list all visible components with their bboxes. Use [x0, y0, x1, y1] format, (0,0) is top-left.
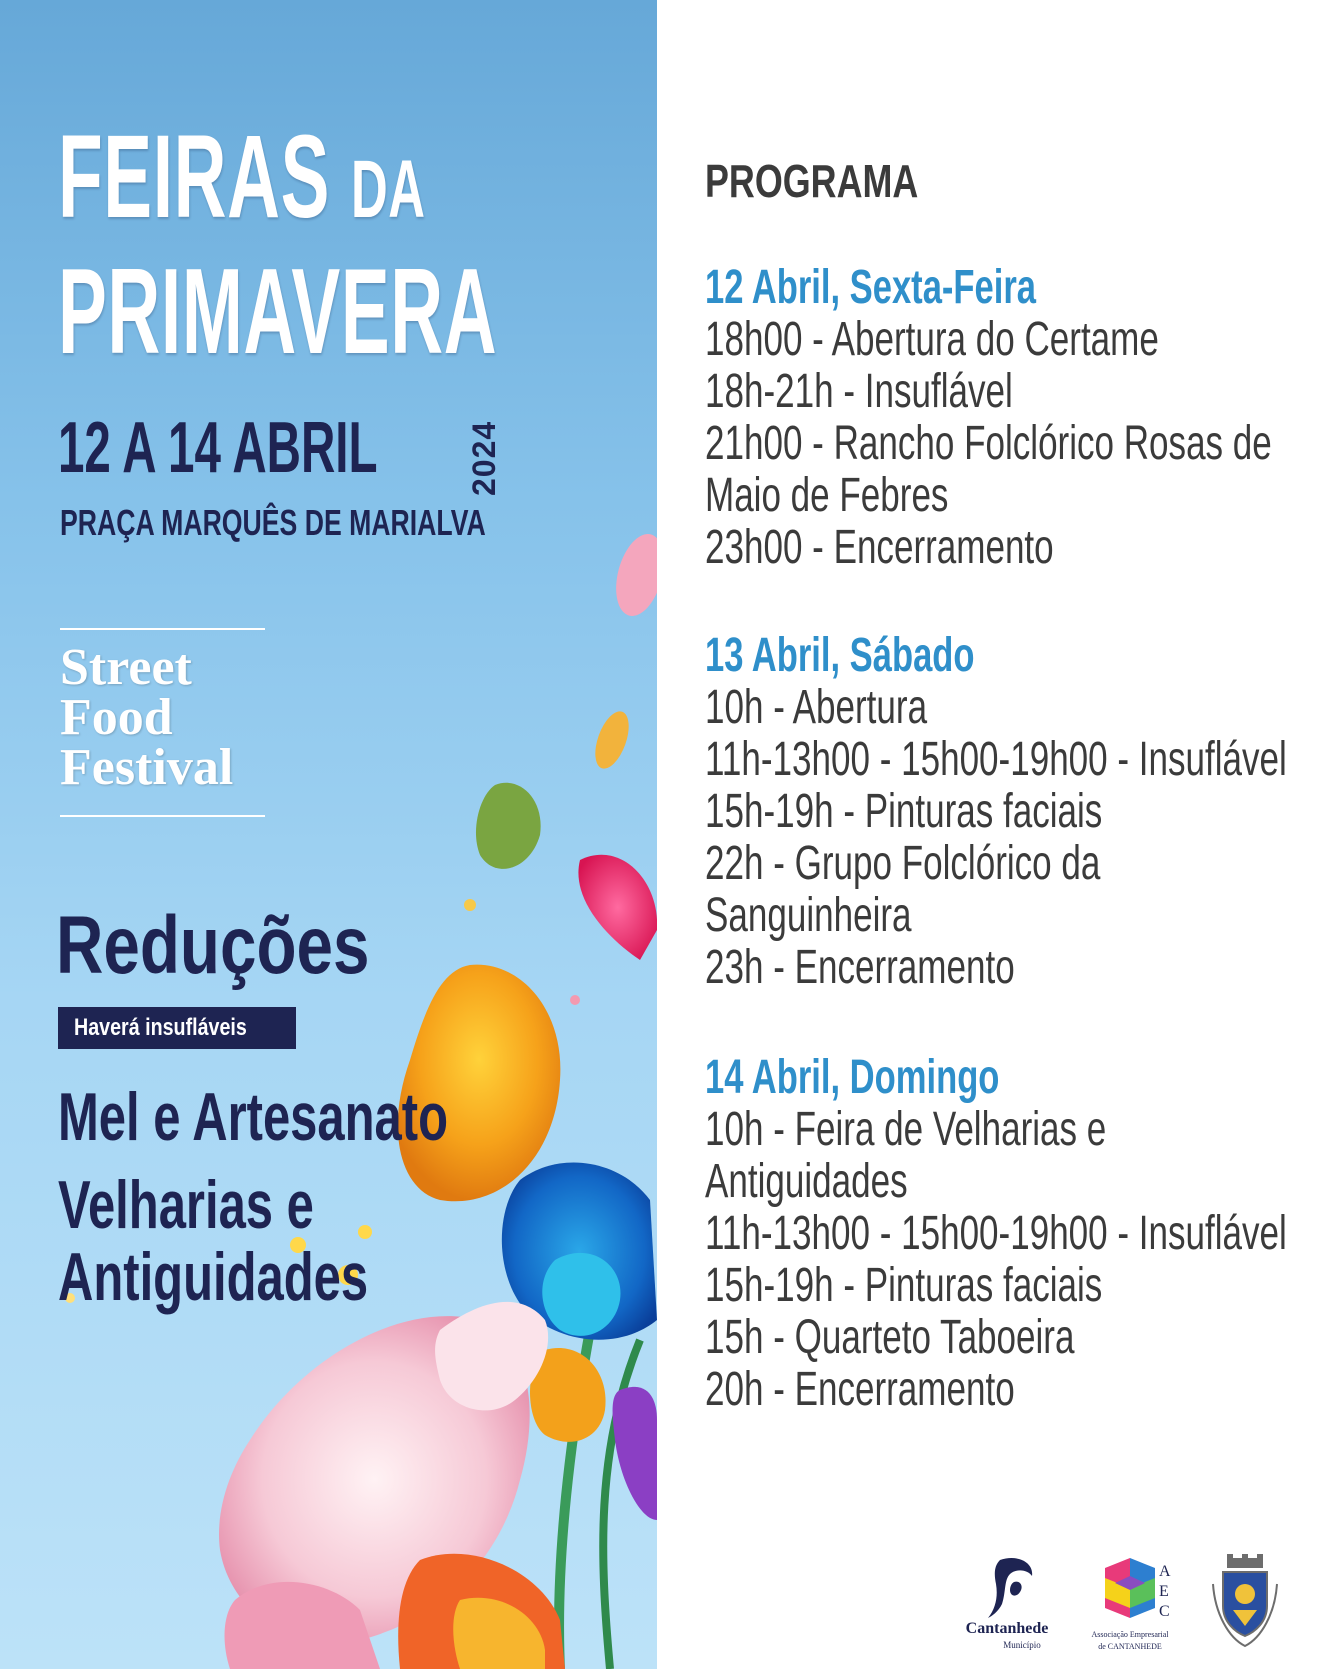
leaf: [476, 783, 541, 869]
sparkle: [570, 995, 580, 1005]
cantanhede-label: Cantanhede: [965, 1620, 1049, 1637]
event-dates: 12 A 14 ABRIL: [58, 408, 378, 488]
schedule-line: Sanguinheira: [705, 889, 912, 942]
petal: [608, 529, 657, 622]
cantanhede-sublabel: Município: [1003, 1640, 1041, 1650]
schedule-line: 18h-21h - Insuflável: [705, 365, 1013, 418]
day-heading: 14 Abril, Domingo: [705, 1051, 1000, 1104]
sff-line-2: Food: [60, 689, 173, 746]
cantanhede-logo: [962, 1552, 1052, 1662]
day-block-13: [705, 630, 1336, 994]
schedule-line: 18h00 - Abertura do Certame: [705, 313, 1159, 366]
poster-title-line-1: [58, 111, 426, 249]
petal: [578, 855, 657, 960]
schedule-line: 21h00 - Rancho Folclórico Rosas de: [705, 417, 1272, 470]
schedule-line: 10h - Feira de Velharias e: [705, 1103, 1107, 1156]
petal: [589, 707, 636, 773]
divider-bottom: [60, 815, 265, 817]
aec-logo: [1075, 1558, 1185, 1663]
schedule-line: 15h - Quarteto Taboeira: [705, 1311, 1075, 1364]
sff-line-3: Festival: [60, 739, 234, 796]
program-title: PROGRAMA: [705, 155, 919, 207]
day-heading: 12 Abril, Sexta-Feira: [705, 261, 1037, 314]
insuflaveis-badge: [58, 1007, 296, 1049]
schedule-line: Antiguidades: [705, 1155, 908, 1208]
petal: [542, 1253, 620, 1336]
svg-text:A: A: [1159, 1563, 1171, 1580]
coat-of-arms-logo: [1205, 1554, 1285, 1659]
reducoes-heading: Reduções: [56, 900, 370, 991]
svg-text:C: C: [1159, 1603, 1170, 1620]
street-food-festival: [60, 639, 234, 796]
title-word-feiras: FEIRAS: [58, 111, 331, 243]
schedule-line: 11h-13h00 - 15h00-19h00 - Insuflável: [705, 733, 1287, 786]
schedule-line: 10h - Abertura: [705, 681, 928, 734]
title-word-da: DA: [350, 144, 426, 235]
schedule-line: Maio de Febres: [705, 469, 949, 522]
aec-label-1: Associação Empresarial: [1091, 1630, 1169, 1639]
sparkle: [358, 1225, 372, 1239]
schedule-line: 15h-19h - Pinturas faciais: [705, 1259, 1103, 1312]
item-velharias: Velharias e: [58, 1167, 314, 1243]
aec-label-2: de CANTANHEDE: [1098, 1642, 1162, 1651]
petal: [613, 1387, 657, 1520]
day-block-14: [705, 1052, 1336, 1416]
program-panel: [657, 0, 1336, 1669]
schedule-line: 20h - Encerramento: [705, 1363, 1015, 1416]
sparkle: [464, 899, 476, 911]
coat-of-arms-icon: [1205, 1554, 1285, 1654]
aec-emblem-icon: [1075, 1558, 1185, 1628]
sponsor-logos: [657, 1540, 1336, 1669]
poster-title-line-2: PRIMAVERA: [58, 243, 498, 379]
item-antiguidades: Antiguidades: [58, 1239, 369, 1315]
schedule-line: 23h - Encerramento: [705, 941, 1015, 994]
poster-panel: [0, 0, 657, 1669]
event-location: PRAÇA MARQUÊS DE MARIALVA: [60, 502, 486, 543]
day-block-12: [705, 262, 1336, 574]
item-mel-artesanato: Mel e Artesanato: [58, 1079, 448, 1155]
schedule-line: 11h-13h00 - 15h00-19h00 - Insuflável: [705, 1207, 1287, 1260]
badge-label: Haverá insufláveis: [74, 1014, 247, 1041]
svg-text:E: E: [1159, 1583, 1169, 1600]
divider-top: [60, 628, 265, 630]
event-year: 2024: [466, 420, 502, 496]
schedule-line: 23h00 - Encerramento: [705, 521, 1054, 574]
day-heading: 13 Abril, Sábado: [705, 629, 975, 682]
sff-line-1: Street: [60, 639, 192, 696]
schedule-line: 22h - Grupo Folclórico da: [705, 837, 1101, 890]
cantanhede-emblem-icon: [962, 1552, 1052, 1622]
schedule-line: 15h-19h - Pinturas faciais: [705, 785, 1103, 838]
